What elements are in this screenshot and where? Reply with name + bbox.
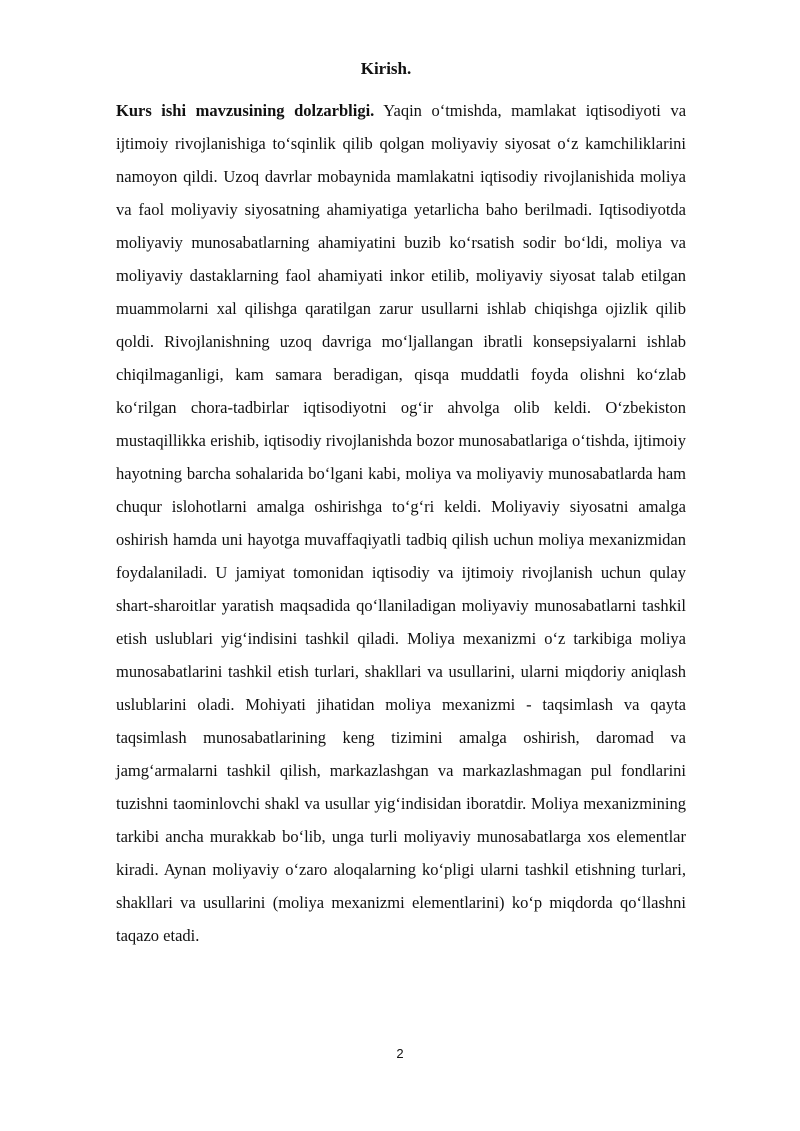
section-heading: Kirish. (360, 59, 412, 78)
page-number: 2 (396, 1046, 404, 1061)
body-paragraph (116, 94, 686, 952)
paragraph-lead: Kurs ishi mavzusining dolzarbligi. (116, 101, 375, 120)
paragraph-text: Yaqin o‘tmishda, mamlakat iqtisodiyoti va ijtimoiy rivojlanishiga to‘sqinlik qilib qolgan moliyaviy siyosat o‘z kamchiliklarini namoyon qildi. Uzoq davrlar mobaynida mamlakatni iqtisodiy rivojlanishida moliya va faol moliyaviy siyosatning ahamiyatiga yetarlicha baho berilmadi. Iqtisodiyotda moliyaviy munosabatlarning ahamiyatini buzib ko‘rsatish sodir bo‘ldi, moliya va moliyaviy dastaklarning faol ahamiyati inkor etilib, moliyaviy siyosat talab etilgan muammolarni xal qilishga qaratilgan zarur usullarni ishlab chiqishga ojizlik qilib qoldi. Rivojlanishning uzoq davriga mo‘ljallangan ibratli konsepsiyalarni ishlab chiqilmaganligi, kam samara beradigan, qisqa muddatli foyda olishni ko‘zlab ko‘rilgan chora-tadbirlar iqtisodiyotni og‘ir ahvolga olib keldi. O‘zbekiston mustaqillikka erishib, iqtisodiy rivojlanishda bozor munosabatlariga o‘tishda, ijtimoiy hayotning barcha sohalarida bo‘lgani kabi, moliya va moliyaviy munosabatlarda ham chuqur islohotlarni amalga oshirishga to‘g‘ri keldi. Moliyaviy siyosatni amalga oshirish hamda uni hayotga muvaffaqiyatli tadbiq qilish uchun moliya mexanizmidan foydalaniladi. U jamiyat tomonidan iqtisodiy va ijtimoiy rivojlanish uchun qulay shart-sharoitlar yaratish maqsadida qo‘llaniladigan moliyaviy munosabatlarni tashkil etish uslublari yig‘indisini tashkil qiladi. Moliya mexanizmi o‘z tarkibiga moliya munosabatlarini tashkil etish turlari, shakllari va usullarini, ularni miqdoriy aniqlash uslublarini oladi. Mohiyati jihatidan moliya mexanizmi - taqsimlash va qayta taqsimlash munosabatlarining keng tizimini amalga oshirish, daromad va jamg‘armalarni tashkil qilish, markazlashgan va markazlashmagan pul fondlarini tuzishni taominlovchi shakl va usullar yig‘indisidan iboratdir. Moliya mexanizmining tarkibi ancha murakkab bo‘lib, unga turli moliyaviy munosabatlarga xos elementlar kiradi. Aynan moliyaviy o‘zaro aloqalarning ko‘pligi ularni tashkil etishning turlari, shakllari va usullarini (moliya mexanizmi elementlarini) ko‘p miqdorda qo‘llashni taqazo etadi. (116, 101, 687, 945)
